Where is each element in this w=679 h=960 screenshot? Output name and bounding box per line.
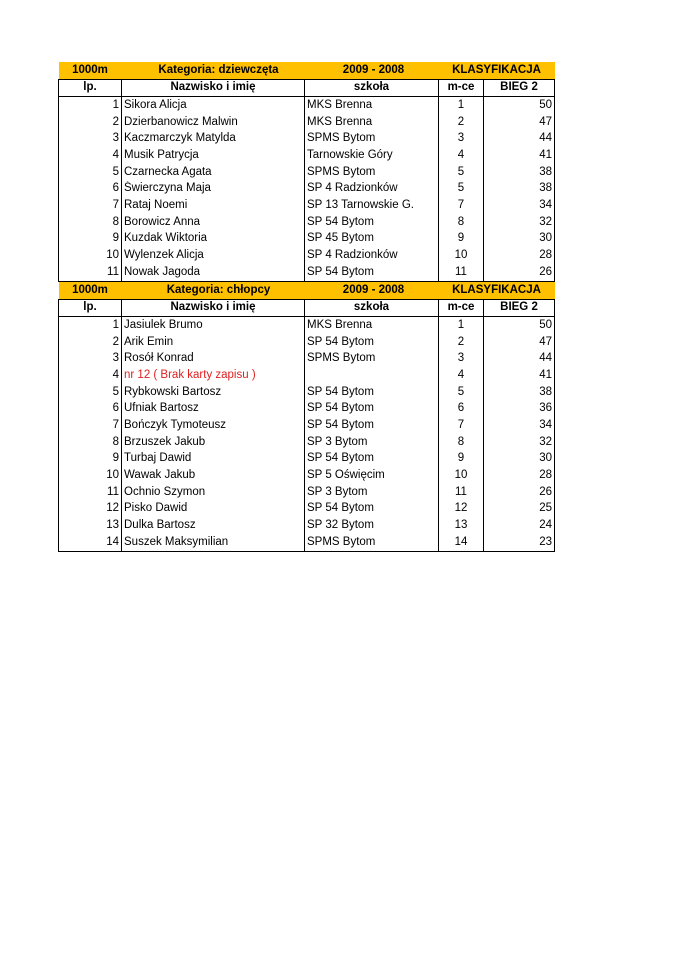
row-number: 1 — [59, 317, 122, 334]
school-name: SPMS Bytom — [305, 131, 439, 148]
place-value: 7 — [439, 417, 484, 434]
place-value: 5 — [439, 181, 484, 198]
school-name: SP 4 Radzionków — [305, 248, 439, 265]
school-name: SP 54 Bytom — [305, 417, 439, 434]
school-name: SPMS Bytom — [305, 164, 439, 181]
table-row — [59, 198, 555, 215]
place-value: 1 — [439, 97, 484, 114]
points-value: 41 — [484, 147, 555, 164]
points-value: 26 — [484, 484, 555, 501]
participant-name: Brzuszek Jakub — [122, 434, 305, 451]
participant-name: Suszek Maksymilian — [122, 534, 305, 551]
results-table — [58, 62, 555, 552]
table-row — [59, 534, 555, 551]
row-number: 8 — [59, 214, 122, 231]
boys-category-group — [122, 281, 439, 299]
table-row — [59, 114, 555, 131]
table-row — [59, 434, 555, 451]
boys-category-row — [59, 281, 555, 299]
school-name: SP 5 Oświęcim — [305, 468, 439, 485]
row-number: 4 — [59, 367, 122, 384]
participant-name: Musik Patrycja — [122, 147, 305, 164]
school-name: MKS Brenna — [305, 317, 439, 334]
col-header-place: m-ce — [439, 79, 484, 97]
table-row — [59, 518, 555, 535]
points-value: 38 — [484, 181, 555, 198]
participant-name: Sikora Alicja — [122, 97, 305, 114]
participant-name: Kuzdak Wiktoria — [122, 231, 305, 248]
table-row — [59, 164, 555, 181]
place-value: 8 — [439, 434, 484, 451]
school-name: Tarnowskie Góry — [305, 147, 439, 164]
table-row — [59, 317, 555, 334]
points-value: 44 — [484, 131, 555, 148]
table-row — [59, 401, 555, 418]
row-number: 2 — [59, 114, 122, 131]
place-value: 5 — [439, 384, 484, 401]
participant-name: Wawak Jakub — [122, 468, 305, 485]
points-value: 47 — [484, 114, 555, 131]
points-value: 44 — [484, 351, 555, 368]
place-value: 3 — [439, 131, 484, 148]
place-value: 4 — [439, 147, 484, 164]
row-number: 13 — [59, 518, 122, 535]
place-value: 4 — [439, 367, 484, 384]
table-row — [59, 214, 555, 231]
place-value: 8 — [439, 214, 484, 231]
participant-name: Dzierbanowicz Malwin — [122, 114, 305, 131]
table-row — [59, 501, 555, 518]
points-value: 23 — [484, 534, 555, 551]
table-row — [59, 147, 555, 164]
school-name: SPMS Bytom — [305, 351, 439, 368]
row-number: 3 — [59, 351, 122, 368]
points-value: 24 — [484, 518, 555, 535]
points-value: 41 — [484, 367, 555, 384]
boys-category: Kategoria: chłopcy — [166, 283, 271, 296]
school-name: SP 45 Bytom — [305, 231, 439, 248]
col-header-points: BIEG 2 — [484, 299, 555, 317]
row-number: 1 — [59, 97, 122, 114]
row-number: 10 — [59, 468, 122, 485]
school-name: SP 4 Radzionków — [305, 181, 439, 198]
col-header-place: m-ce — [439, 299, 484, 317]
school-name: SP 54 Bytom — [305, 264, 439, 281]
table-row — [59, 451, 555, 468]
points-value: 50 — [484, 97, 555, 114]
row-number: 5 — [59, 384, 122, 401]
row-number: 14 — [59, 534, 122, 551]
participant-name: Dulka Bartosz — [122, 518, 305, 535]
row-number: 9 — [59, 231, 122, 248]
place-value: 11 — [439, 484, 484, 501]
participant-name: Arik Emin — [122, 334, 305, 351]
place-value: 5 — [439, 164, 484, 181]
girls-category: Kategoria: dziewczęta — [158, 63, 279, 76]
school-name: MKS Brenna — [305, 97, 439, 114]
participant-name: nr 12 ( Brak karty zapisu ) — [122, 367, 305, 384]
row-number: 12 — [59, 501, 122, 518]
place-value: 2 — [439, 114, 484, 131]
participant-name: Rybkowski Bartosz — [122, 384, 305, 401]
row-number: 7 — [59, 198, 122, 215]
place-value: 13 — [439, 518, 484, 535]
participant-name: Ochnio Szymon — [122, 484, 305, 501]
boys-header-row — [59, 299, 555, 317]
row-number: 7 — [59, 417, 122, 434]
school-name: SP 54 Bytom — [305, 214, 439, 231]
participant-name: Bończyk Tymoteusz — [122, 417, 305, 434]
boys-classification: KLASYFIKACJA — [439, 281, 555, 299]
place-value: 14 — [439, 534, 484, 551]
points-value: 38 — [484, 384, 555, 401]
place-value: 12 — [439, 501, 484, 518]
table-row — [59, 248, 555, 265]
points-value: 26 — [484, 264, 555, 281]
points-value: 30 — [484, 231, 555, 248]
school-name: SPMS Bytom — [305, 534, 439, 551]
points-value: 47 — [484, 334, 555, 351]
participant-name: Ufniak Bartosz — [122, 401, 305, 418]
place-value: 2 — [439, 334, 484, 351]
school-name: SP 3 Bytom — [305, 484, 439, 501]
participant-name: Wylenzek Alicja — [122, 248, 305, 265]
col-header-name: Nazwisko i imię — [122, 79, 305, 97]
row-number: 10 — [59, 248, 122, 265]
row-number: 6 — [59, 401, 122, 418]
table-row — [59, 384, 555, 401]
col-header-school: szkoła — [305, 79, 439, 97]
girls-section — [59, 62, 555, 97]
place-value: 6 — [439, 401, 484, 418]
points-value: 50 — [484, 317, 555, 334]
points-value: 30 — [484, 451, 555, 468]
table-row — [59, 334, 555, 351]
school-name — [305, 367, 439, 384]
girls-header-row — [59, 79, 555, 97]
points-value: 36 — [484, 401, 555, 418]
place-value: 11 — [439, 264, 484, 281]
girls-rows — [59, 97, 555, 282]
school-name: SP 54 Bytom — [305, 501, 439, 518]
school-name: SP 54 Bytom — [305, 334, 439, 351]
participant-name: Turbaj Dawid — [122, 451, 305, 468]
participant-name: Rosół Konrad — [122, 351, 305, 368]
table-row — [59, 181, 555, 198]
participant-name: Świerczyna Maja — [122, 181, 305, 198]
boys-rows — [59, 317, 555, 552]
points-value: 25 — [484, 501, 555, 518]
boys-distance: 1000m — [59, 281, 122, 299]
school-name: MKS Brenna — [305, 114, 439, 131]
school-name: SP 54 Bytom — [305, 384, 439, 401]
place-value: 9 — [439, 451, 484, 468]
points-value: 32 — [484, 214, 555, 231]
place-value: 9 — [439, 231, 484, 248]
place-value: 10 — [439, 468, 484, 485]
table-row — [59, 417, 555, 434]
girls-category-group — [122, 62, 439, 79]
girls-classification: KLASYFIKACJA — [439, 62, 555, 79]
points-value: 38 — [484, 164, 555, 181]
girls-category-row — [59, 62, 555, 79]
col-header-school: szkoła — [305, 299, 439, 317]
participant-name: Czarnecka Agata — [122, 164, 305, 181]
row-number: 5 — [59, 164, 122, 181]
place-value: 10 — [439, 248, 484, 265]
points-value: 34 — [484, 417, 555, 434]
table-row — [59, 131, 555, 148]
table-row — [59, 97, 555, 114]
points-value: 28 — [484, 468, 555, 485]
row-number: 2 — [59, 334, 122, 351]
row-number: 11 — [59, 484, 122, 501]
participant-name: Jasiulek Brumo — [122, 317, 305, 334]
boys-section — [59, 281, 555, 316]
row-number: 4 — [59, 147, 122, 164]
table-row — [59, 367, 555, 384]
table-row — [59, 231, 555, 248]
col-header-lp: lp. — [59, 299, 122, 317]
girls-years: 2009 - 2008 — [342, 63, 405, 76]
participant-name: Rataj Noemi — [122, 198, 305, 215]
school-name: SP 54 Bytom — [305, 401, 439, 418]
school-name: SP 3 Bytom — [305, 434, 439, 451]
boys-years: 2009 - 2008 — [342, 283, 405, 296]
points-value: 32 — [484, 434, 555, 451]
col-header-lp: lp. — [59, 79, 122, 97]
row-number: 3 — [59, 131, 122, 148]
table-row — [59, 264, 555, 281]
points-value: 34 — [484, 198, 555, 215]
place-value: 3 — [439, 351, 484, 368]
table-row — [59, 468, 555, 485]
row-number: 9 — [59, 451, 122, 468]
col-header-points: BIEG 2 — [484, 79, 555, 97]
row-number: 8 — [59, 434, 122, 451]
school-name: SP 54 Bytom — [305, 451, 439, 468]
table-row — [59, 351, 555, 368]
participant-name: Kaczmarczyk Matylda — [122, 131, 305, 148]
school-name: SP 13 Tarnowskie G. — [305, 198, 439, 215]
table-row — [59, 484, 555, 501]
school-name: SP 32 Bytom — [305, 518, 439, 535]
participant-name: Nowak Jagoda — [122, 264, 305, 281]
points-value: 28 — [484, 248, 555, 265]
girls-distance: 1000m — [59, 62, 122, 79]
place-value: 7 — [439, 198, 484, 215]
participant-name: Pisko Dawid — [122, 501, 305, 518]
row-number: 6 — [59, 181, 122, 198]
row-number: 11 — [59, 264, 122, 281]
col-header-name: Nazwisko i imię — [122, 299, 305, 317]
place-value: 1 — [439, 317, 484, 334]
participant-name: Borowicz Anna — [122, 214, 305, 231]
